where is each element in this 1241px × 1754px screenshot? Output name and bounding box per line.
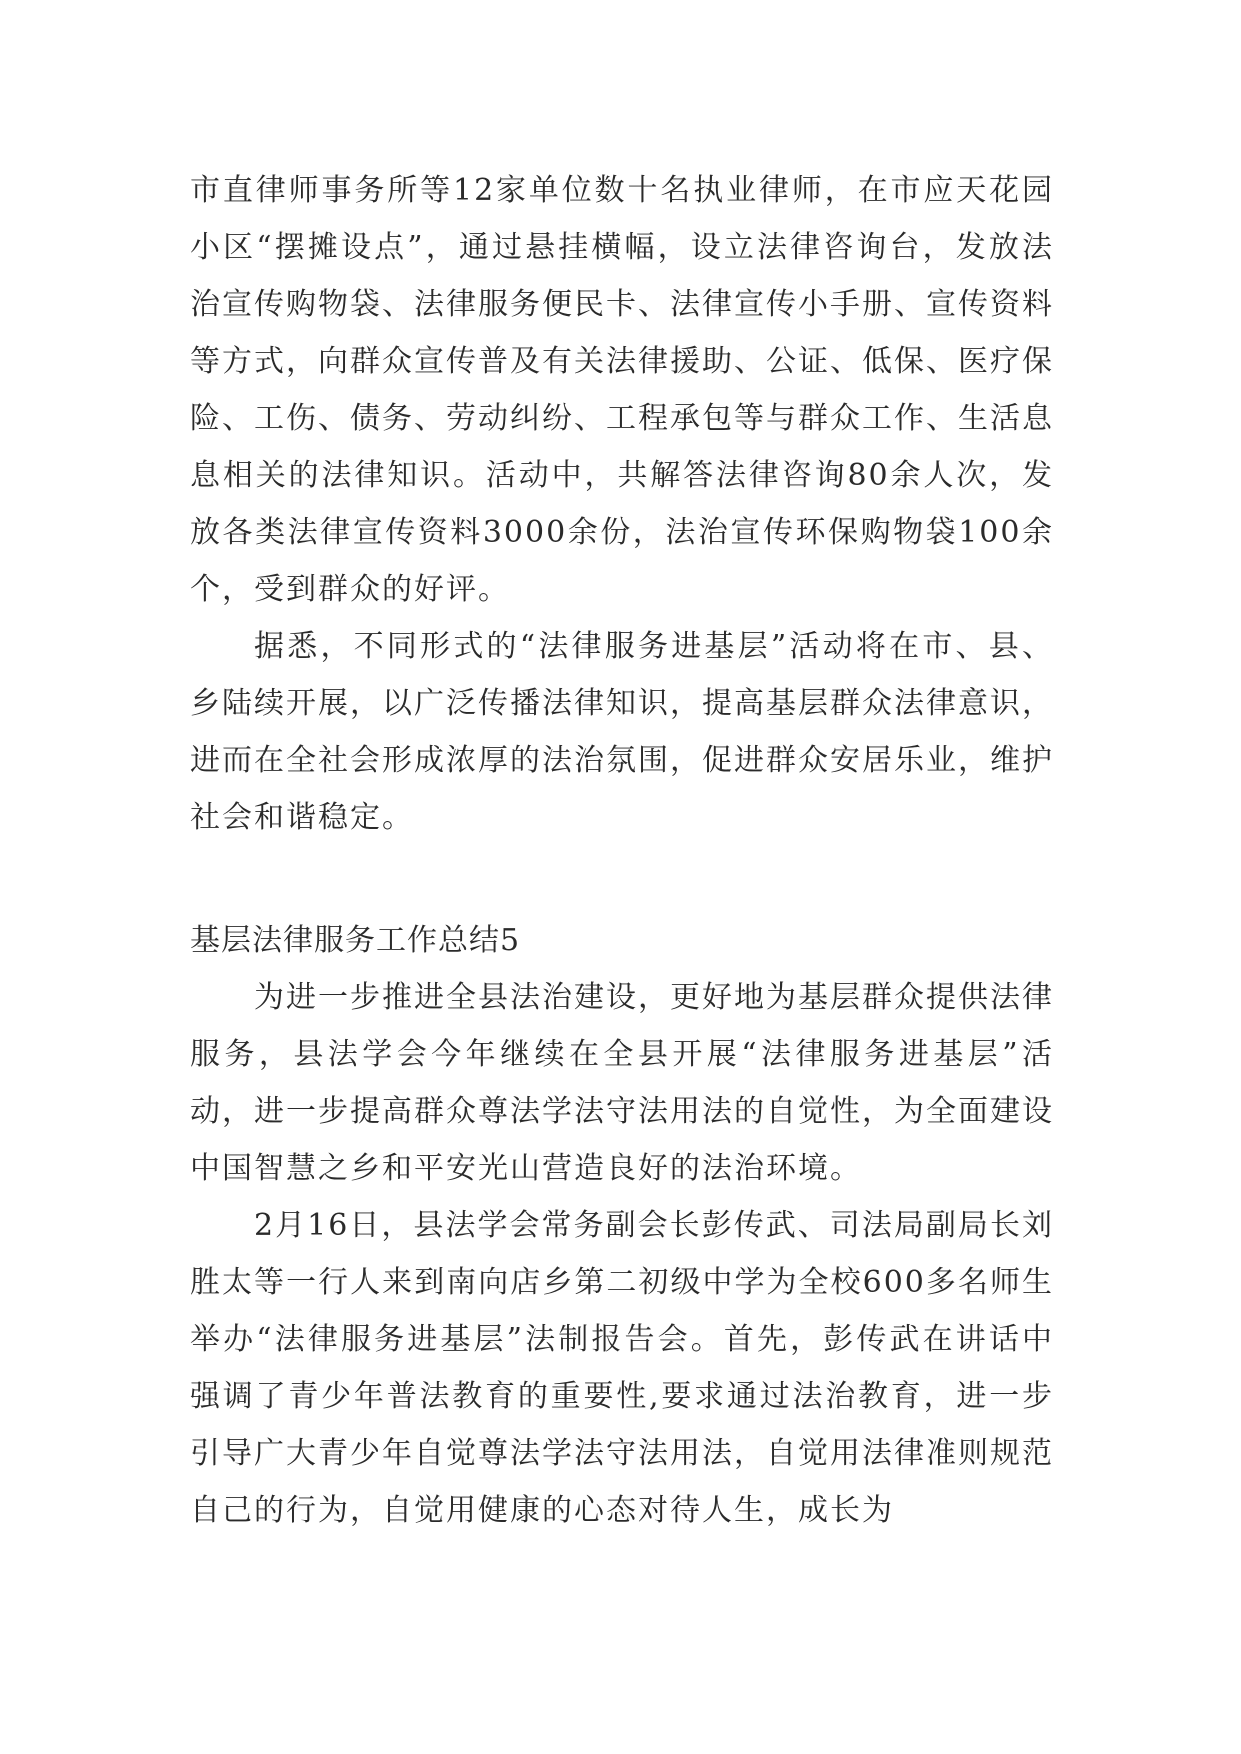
document-body: [190, 162, 1054, 1539]
paragraph-event: 2月16日，县法学会常务副会长彭传武、司法局副局长刘胜太等一行人来到南向店乡第二初级中学为全校600多名师生举办“法律服务进基层”法制报告会。首先，彭传武在讲话中强调了青少年普法教育的重要性,要求通过法治教育，进一步引导广大青少年自觉尊法学法守法用法，自觉用法律准则规范自己的行为，自觉用健康的心态对待人生，成长为: [190, 1208, 1054, 1528]
paragraph-intro: 为进一步推进全县法治建设，更好地为基层群众提供法律服务，县法学会今年继续在全县开展“法律服务进基层”活动，进一步提高群众尊法学法守法用法的自觉性，为全面建设中国智慧之乡和平安光山营造良好的法治环境。: [190, 980, 1054, 1186]
section-heading: 基层法律服务工作总结5: [190, 923, 521, 958]
paragraph-summary: 据悉，不同形式的“法律服务进基层”活动将在市、县、乡陆续开展，以广泛传播法律知识，提高基层群众法律意识，进而在全社会形成浓厚的法治氛围，促进群众安居乐业，维护社会和谐稳定。: [190, 629, 1054, 835]
paragraph-continued: 市直律师事务所等12家单位数十名执业律师，在市应天花园小区“摆摊设点”，通过悬挂横幅，设立法律咨询台，发放法治宣传购物袋、法律服务便民卡、法律宣传小手册、宣传资料等方式，向群众宣传普及有关法律援助、公证、低保、医疗保险、工伤、债务、劳动纠纷、工程承包等与群众工作、生活息息相关的法律知识。活动中，共解答法律咨询80余人次，发放各类法律宣传资料3000余份，法治宣传环保购物袋100余个，受到群众的好评。: [190, 173, 1054, 607]
